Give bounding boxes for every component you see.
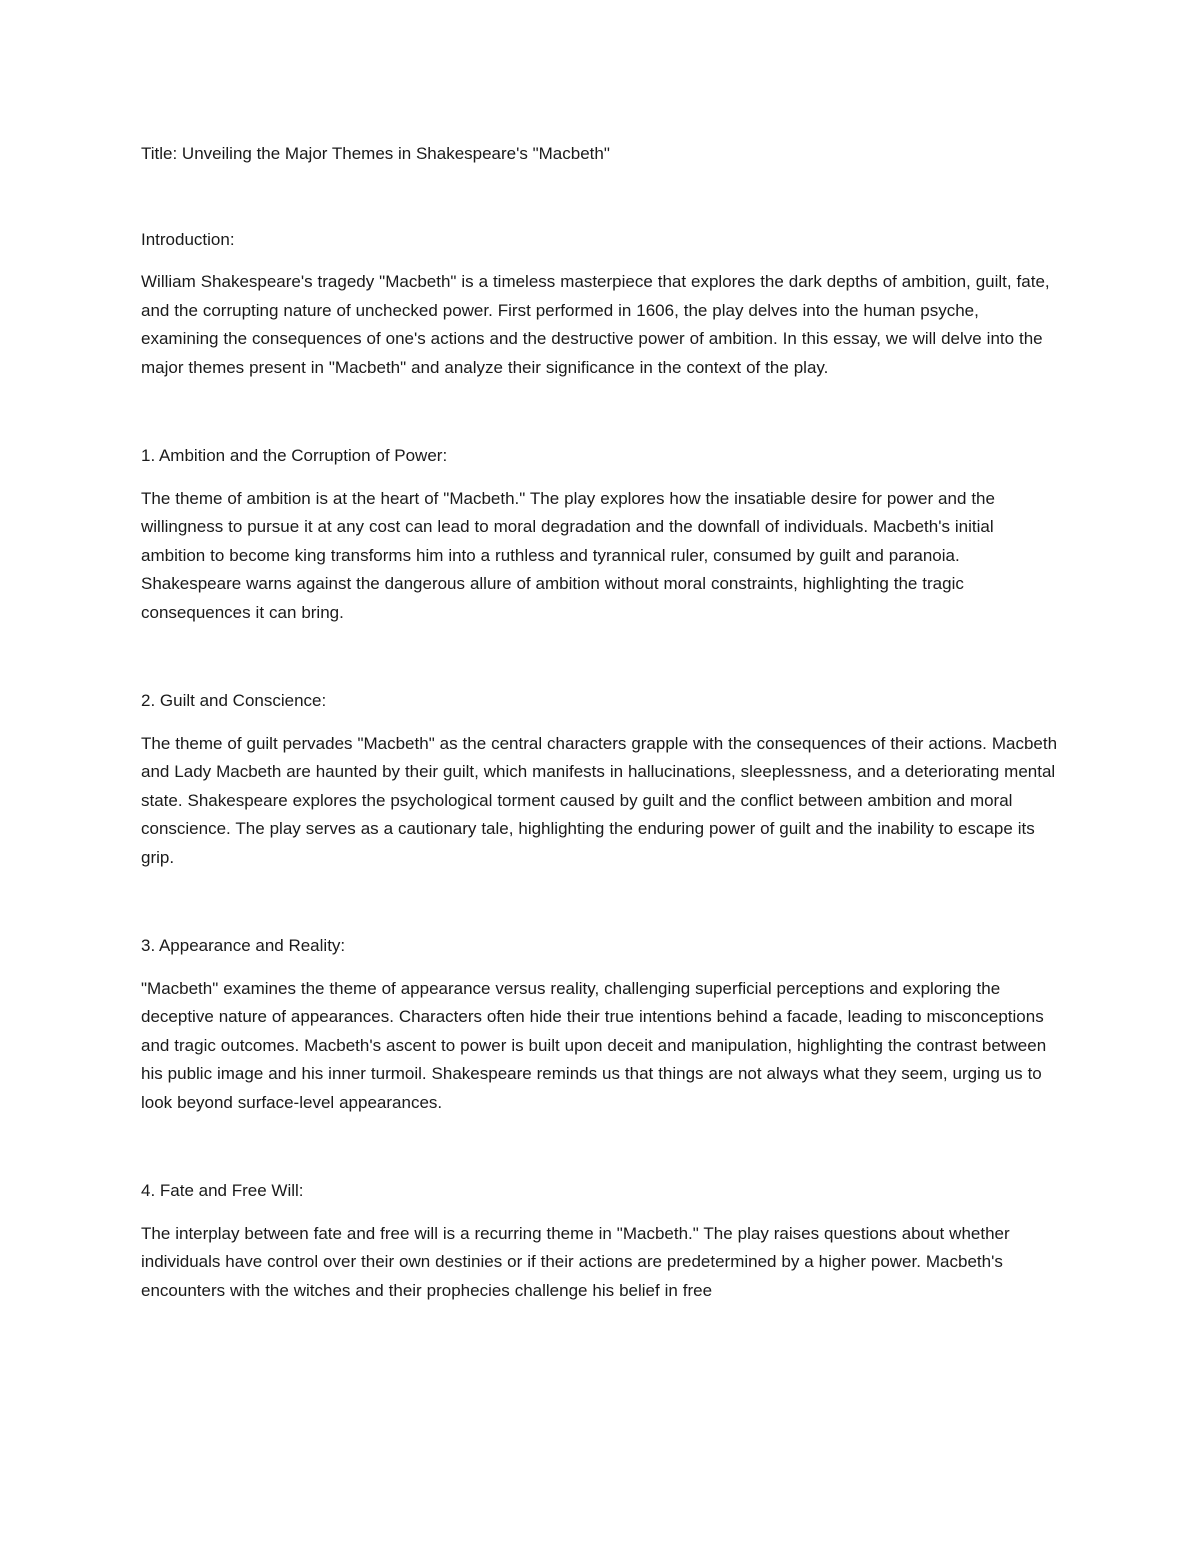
section-heading: 2. Guilt and Conscience: xyxy=(141,691,327,710)
document-title: Title: Unveiling the Major Themes in Shakespeare's "Macbeth" xyxy=(141,144,610,163)
section-introduction xyxy=(141,226,1061,383)
section-ambition xyxy=(141,442,1061,627)
section-paragraph: "Macbeth" examines the theme of appearance versus reality, challenging superficial perceptions and exploring the deceptive nature of appearances. Characters often hide their true intentions behind a facade, leading to misconceptions and tragic outcomes. Macbeth's ascent to power is built upon deceit and manipulation, highlighting the contrast between his public image and his inner turmoil. Shakespeare reminds us that things are not always what they seem, urging us to look beyond surface-level appearances. xyxy=(141,978,1047,1112)
section-guilt xyxy=(141,687,1061,872)
section-spacer xyxy=(141,1117,1061,1177)
section-heading: 3. Appearance and Reality: xyxy=(141,936,346,955)
section-heading: 1. Ambition and the Corruption of Power: xyxy=(141,446,448,465)
section-heading: Introduction: xyxy=(141,229,235,249)
section-spacer xyxy=(141,382,1061,442)
document-body xyxy=(141,140,1061,1305)
section-paragraph: The theme of guilt pervades "Macbeth" as the central characters grapple with the consequences of their actions. Macbeth and Lady Macbeth are haunted by their guilt, which manifests in hallucinations, sleeplessness, and a deteriorating mental state. Shakespeare explores the psychological torment caused by guilt and the conflict between ambition and moral conscience. The play serves as a cautionary tale, highlighting the enduring power of guilt and the inability to escape its grip. xyxy=(141,733,1058,867)
section-paragraph: William Shakespeare's tragedy "Macbeth" is a timeless masterpiece that explores the dark depths of ambition, guilt, fate, and the corrupting nature of unchecked power. First performed in 1606, the play delves into the human psyche, examining the consequences of one's actions and the destructive power of ambition. In this essay, we will delve into the major themes present in "Macbeth" and analyze their significance in the context of the play. xyxy=(141,272,1050,377)
section-paragraph: The theme of ambition is at the heart of "Macbeth." The play explores how the insatiable desire for power and the willingness to pursue it at any cost can lead to moral degradation and the downfall of individuals. Macbeth's initial ambition to become king transforms him into a ruthless and tyrannical ruler, consumed by guilt and paranoia. Shakespeare warns against the dangerous allure of ambition without moral constraints, highlighting the tragic consequences it can bring. xyxy=(141,488,995,622)
section-paragraph: The interplay between fate and free will is a recurring theme in "Macbeth." The play raises questions about whether individuals have control over their own destinies or if their actions are predetermined by a higher power. Macbeth's encounters with the witches and their prophecies challenge his belief in free xyxy=(141,1223,1010,1300)
section-spacer xyxy=(141,627,1061,687)
section-appearance xyxy=(141,932,1061,1117)
section-fate xyxy=(141,1177,1061,1305)
title-spacer xyxy=(141,169,1061,226)
section-spacer xyxy=(141,872,1061,932)
section-heading: 4. Fate and Free Will: xyxy=(141,1181,304,1200)
